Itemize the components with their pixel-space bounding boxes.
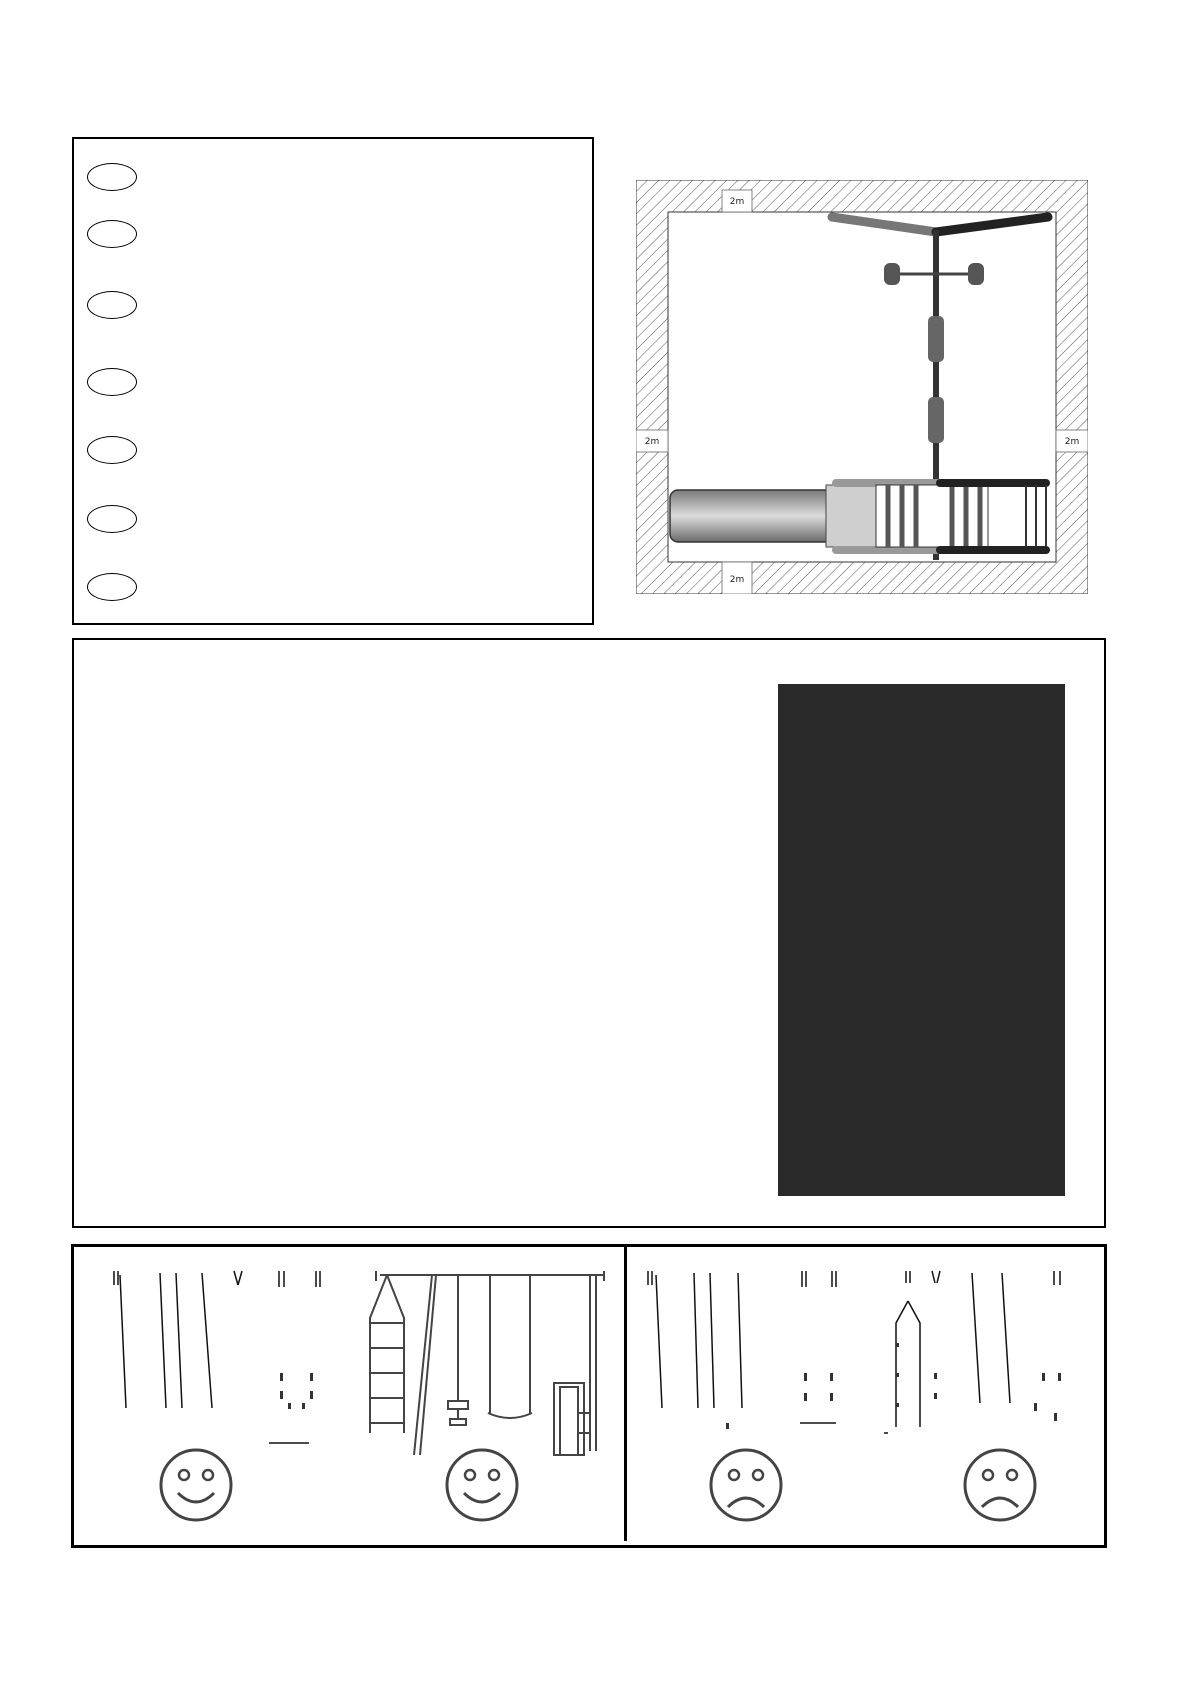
sad-face-icon — [962, 1447, 1038, 1523]
happy-face-icon — [444, 1447, 520, 1523]
incorrect-anchoring-sketch — [634, 1263, 1104, 1453]
language-marker-oval — [87, 220, 137, 248]
language-marker-oval — [87, 573, 137, 601]
safety-zone-drawing — [636, 180, 1088, 594]
clearance-label-right: 2m — [1064, 437, 1080, 447]
clearance-label-bottom: 2m — [729, 575, 745, 585]
correct-anchoring-sketch — [84, 1263, 624, 1463]
language-marker-oval — [87, 505, 137, 533]
instruction-panel — [72, 638, 1106, 1228]
clearance-label-left: 2m — [644, 437, 660, 447]
comparison-divider — [624, 1247, 627, 1541]
assembly-comparison-box — [71, 1244, 1107, 1548]
clearance-label-top: 2m — [729, 197, 745, 207]
happy-face-icon — [158, 1447, 234, 1523]
language-marker-oval — [87, 368, 137, 396]
language-marker-oval — [87, 291, 137, 319]
language-marker-oval — [87, 436, 137, 464]
safety-zone-plan — [636, 180, 1088, 594]
sad-face-icon — [708, 1447, 784, 1523]
language-list-box — [72, 137, 594, 625]
dark-image-panel — [778, 684, 1065, 1196]
language-marker-oval — [87, 163, 137, 191]
